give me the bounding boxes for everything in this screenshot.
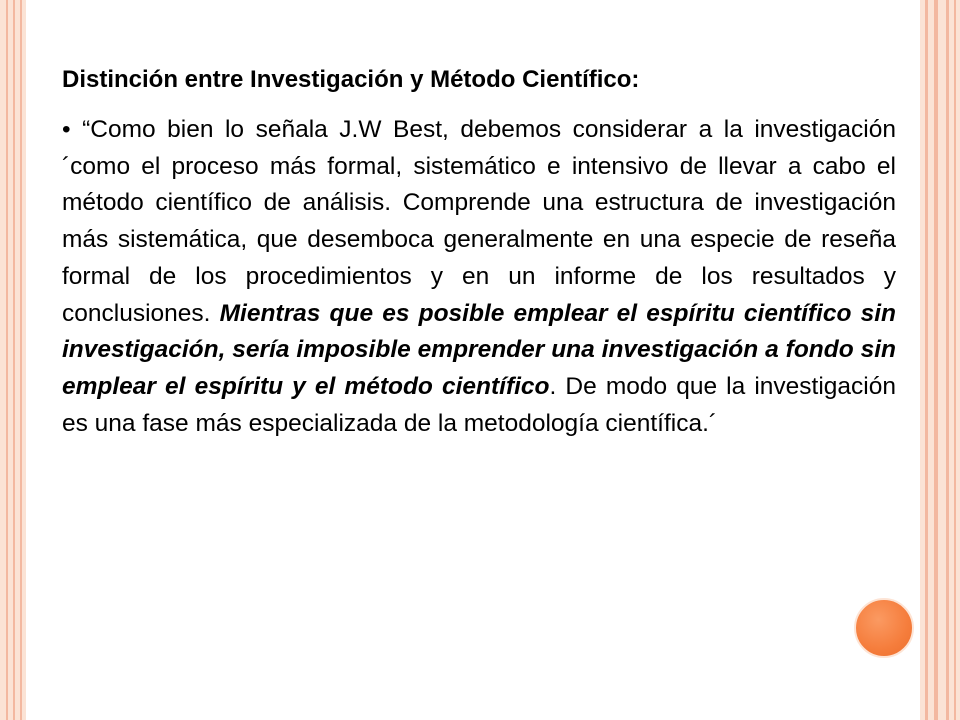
paragraph-emphasis: Mientras que es posible emplear el espíritu científico sin investigación, sería imposible emprender una investigación a fondo sin emplear el espíritu y el método científico [62, 299, 896, 400]
left-border-line [20, 0, 22, 720]
right-decorative-border [920, 0, 960, 720]
right-border-line [934, 0, 938, 720]
bullet-marker: • [62, 116, 71, 143]
right-border-line [946, 0, 949, 720]
right-border-line [954, 0, 956, 720]
paragraph-intro: “Como bien lo señala J.W Best, debemos considerar a la investigación ´como el proceso más formal, sistemático e intensivo de llevar a cabo el método científico de análisis. Comprende una estructura de investigación más sistemática, que desemboca generalmente en una especie de reseña formal de los procedimientos y en un informe de los resultados y conclusiones. [62, 116, 896, 327]
slide-title: Distinción entre Investigación y Método Científico: [62, 66, 640, 93]
paragraph-outro: . De modo que la investigación es una fase más especializada de la metodología científica.´ [62, 372, 896, 437]
body-paragraph [62, 112, 896, 442]
left-decorative-border [0, 0, 26, 720]
orange-circle-decoration [854, 598, 914, 658]
left-border-line [13, 0, 15, 720]
left-border-line [6, 0, 8, 720]
right-border-line [925, 0, 928, 720]
